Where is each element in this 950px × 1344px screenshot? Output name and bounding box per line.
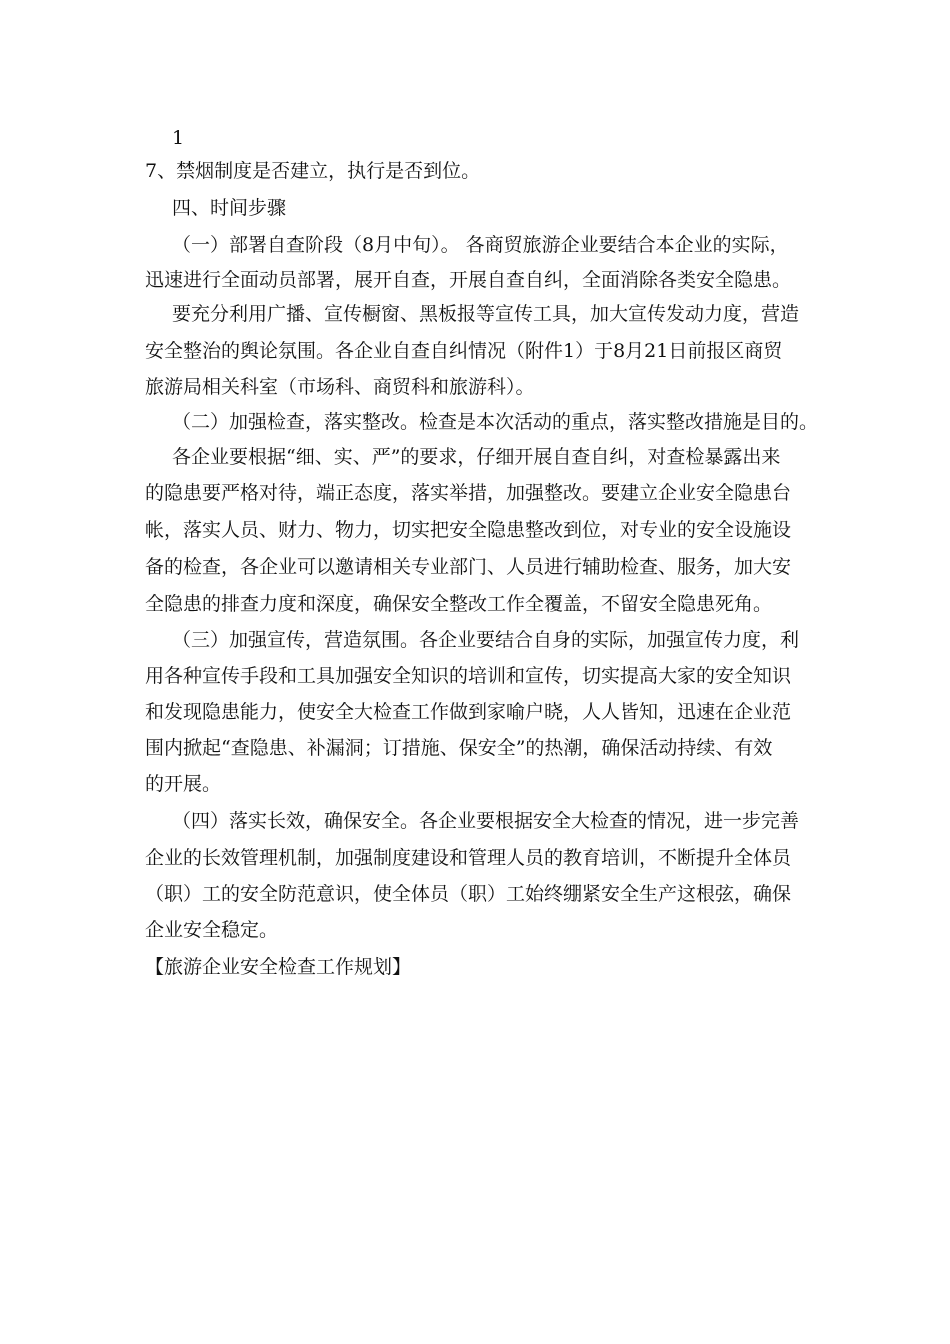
paragraph-line: （职）工的安全防范意识，使全体员（职）工始终绷紧安全生产这根弦，确保	[145, 883, 792, 905]
paragraph-line: （四）落实长效，确保安全。各企业要根据安全大检查的情况，进一步完善	[172, 810, 800, 832]
paragraph-line: （一）部署自查阶段（8月中旬）。 各商贸旅游企业要结合本企业的实际，	[172, 234, 789, 256]
paragraph-line: 安全整治的舆论氛围。各企业自查自纠情况（附件1）于8月21日前报区商贸	[145, 340, 783, 362]
paragraph-line: 备的检查，各企业可以邀请相关专业部门、人员进行辅助检查、服务，加大安	[145, 556, 792, 578]
closing-title: 【旅游企业安全检查工作规划】	[145, 956, 412, 978]
paragraph-line: 的隐患要严格对待，端正态度，落实举措，加强整改。要建立企业安全隐患台	[145, 482, 792, 504]
paragraph-line: 围内掀起“查隐患、补漏洞；订措施、保安全”的热潮，确保活动持续、有效	[145, 737, 773, 759]
paragraph-line: 全隐患的排查力度和深度，确保安全整改工作全覆盖，不留安全隐患死角。	[145, 593, 773, 615]
paragraph-line: （三）加强宣传，营造氛围。各企业要结合自身的实际，加强宣传力度，利	[172, 629, 800, 651]
paragraph-line: 和发现隐患能力，使安全大检查工作做到家喻户晓，人人皆知，迅速在企业范	[145, 701, 792, 723]
paragraph-line: 企业安全稳定。	[145, 919, 279, 941]
paragraph-line: （二）加强检查，落实整改。检查是本次活动的重点，落实整改措施是目的。	[172, 411, 819, 433]
paragraph-line: 的开展。	[145, 773, 222, 795]
paragraph-line: 旅游局相关科室（市场科、商贸科和旅游科）。	[145, 376, 535, 398]
list-item-smoking-rule: 7、禁烟制度是否建立，执行是否到位。	[145, 160, 481, 182]
paragraph-line: 迅速进行全面动员部署，展开自查，开展自查自纠，全面消除各类安全隐患。	[145, 269, 792, 291]
page-marker: 1	[172, 127, 185, 149]
paragraph-line: 各企业要根据“细、实、严”的要求，仔细开展自查自纠，对查检暴露出来	[172, 446, 781, 468]
paragraph-line: 要充分利用广播、宣传橱窗、黑板报等宣传工具，加大宣传发动力度，营造	[172, 303, 800, 325]
section-heading-time-steps: 四、时间步骤	[172, 197, 287, 219]
paragraph-line: 帐，落实人员、财力、物力，切实把安全隐患整改到位，对专业的安全设施设	[145, 519, 792, 541]
paragraph-line: 企业的长效管理机制，加强制度建设和管理人员的教育培训，不断提升全体员	[145, 847, 792, 869]
paragraph-line: 用各种宣传手段和工具加强安全知识的培训和宣传，切实提高大家的安全知识	[145, 665, 792, 687]
